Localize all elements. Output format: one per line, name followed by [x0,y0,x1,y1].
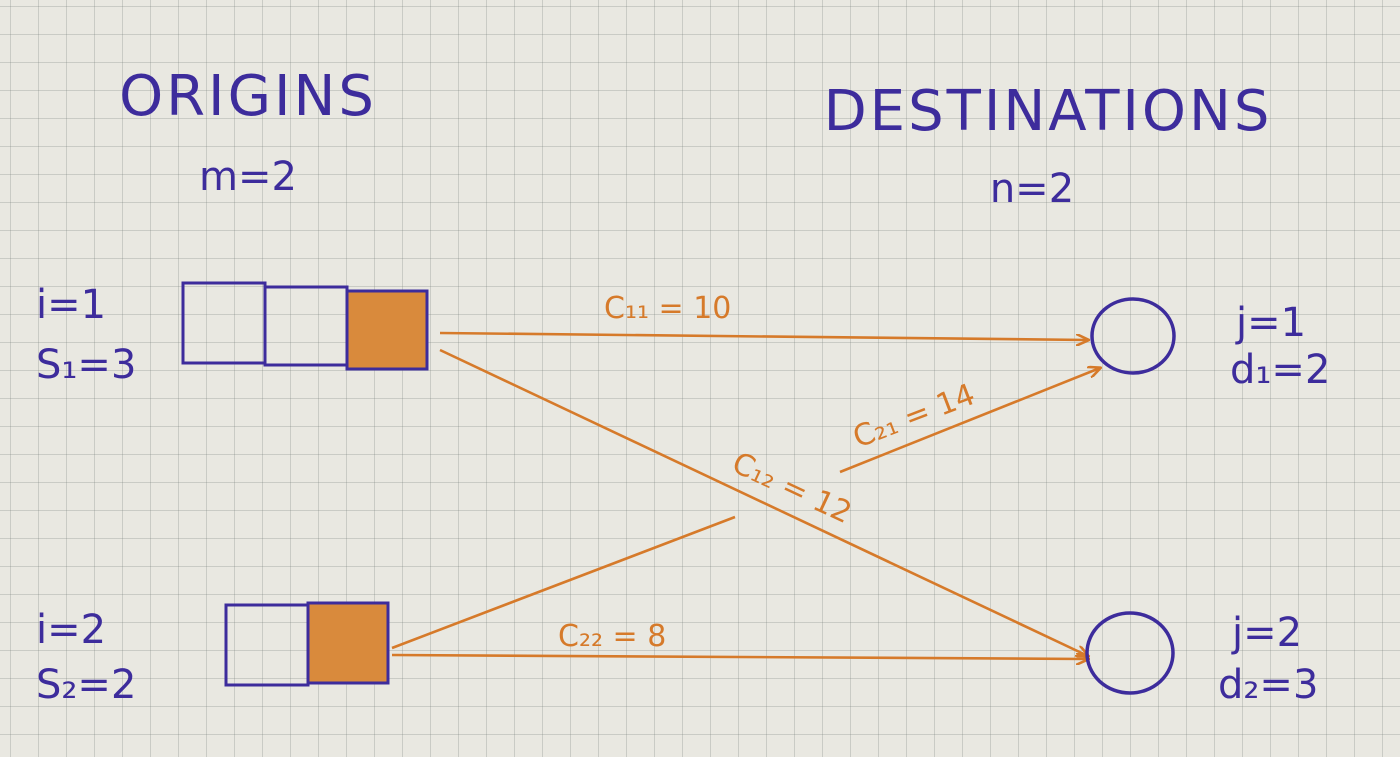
destination-1-node [1092,299,1174,373]
destination-2-node [1087,613,1173,693]
destination-2-demand-label: d₂=3 [1218,662,1319,708]
destination-1-demand-label: d₁=2 [1230,347,1331,393]
route-1-2-arrow [440,350,1088,656]
origin-2-index-label: i=2 [36,607,107,653]
origin-1-supply-unit [183,283,265,363]
route-2-1-arrow [392,368,1100,648]
origin-1-supply-boxes [183,283,427,369]
origin-1-supply-unit-filled [347,291,427,369]
origin-1-index-label: i=1 [36,282,107,328]
destinations-count: n=2 [989,166,1075,212]
destination-2-index-label: j=2 [1232,610,1303,656]
origins-title: ORIGINS [119,64,377,129]
route-2-2-cost-label: C₂₂ = 8 [558,619,667,654]
destination-1-index-label: j=1 [1236,300,1307,346]
origin-2-supply-label: S₂=2 [36,662,137,708]
destinations-title: DESTINATIONS [823,79,1273,144]
route-1-1-arrow [440,333,1088,340]
route-2-2-arrow [392,655,1088,659]
origin-2-supply-unit [226,605,308,685]
origin-2-supply-unit-filled [308,603,388,683]
origins-count: m=2 [199,154,297,200]
origin-2-supply-boxes [226,603,388,685]
origin-1-supply-unit [265,287,347,365]
origin-1-supply-label: S₁=3 [36,342,137,388]
route-1-2-cost-label: C₁₂ = 12 [726,445,857,532]
route-2-1-cost-label: C₂₁ = 14 [848,377,980,456]
route-1-1-cost-label: C₁₁ = 10 [604,291,732,326]
